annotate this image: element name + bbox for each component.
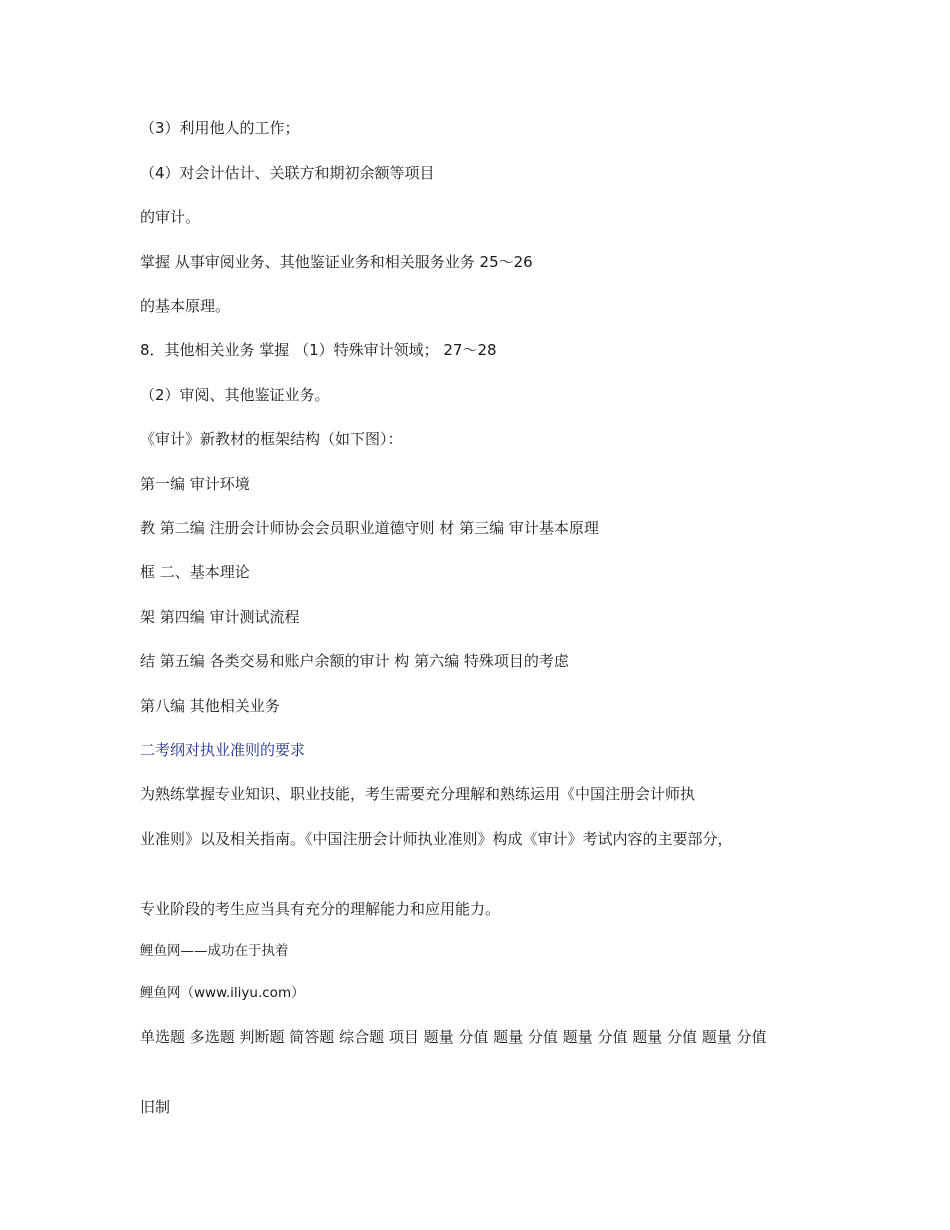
text-line-4: 掌握 从事审阅业务、其他鉴证业务和相关服务业务 25～26 [140, 253, 533, 271]
text-line-11: 框 二、基本理论 [140, 563, 250, 581]
text-line-old-system: 旧制 [140, 1098, 171, 1116]
text-line-10: 教 第二编 注册会计师协会会员职业道德守则 材 第三编 审计基本原理 [140, 519, 599, 537]
text-line-7: （2）审阅、其他鉴证业务。 [140, 386, 330, 404]
text-line-2: （4）对会计估计、关联方和期初余额等项目 [140, 164, 435, 182]
text-line-18: 专业阶段的考生应当具有充分的理解能力和应用能力。 [140, 900, 501, 918]
text-line-12: 架 第四编 审计测试流程 [140, 608, 300, 626]
text-line-3: 的审计。 [140, 208, 201, 226]
text-line-5: 的基本原理。 [140, 297, 231, 315]
section-heading: 二考纲对执业准则的要求 [140, 741, 306, 759]
text-line-6: 8．其他相关业务 掌握 （1）特殊审计领域； 27～28 [140, 341, 497, 359]
text-line-9: 第一编 审计环境 [140, 475, 250, 493]
table-header-text: 单选题 多选题 判断题 简答题 综合题 项目 题量 分值 题量 分值 题量 分值 题量 分值 题量 分值 [140, 1028, 767, 1046]
text-line-14: 第八编 其他相关业务 [140, 697, 280, 715]
text-line-17: 业准则》以及相关指南。《中国注册会计师执业准则》构成《审计》考试内容的主要部分， [140, 830, 733, 848]
text-line-1: （3）利用他人的工作； [140, 119, 300, 137]
text-line-16: 为熟练掌握专业知识、职业技能，考生需要充分理解和熟练运用《中国注册会计师执 [140, 785, 696, 803]
text-line-8: 《审计》新教材的框架结构（如下图）： [140, 430, 403, 448]
footer-website: 鲤鱼网（www.iliyu.com） [140, 985, 305, 1001]
footer-slogan: 鲤鱼网——成功在于执着 [140, 943, 289, 959]
text-line-13: 结 第五编 各类交易和账户余额的审计 构 第六编 特殊项目的考虑 [140, 652, 569, 670]
